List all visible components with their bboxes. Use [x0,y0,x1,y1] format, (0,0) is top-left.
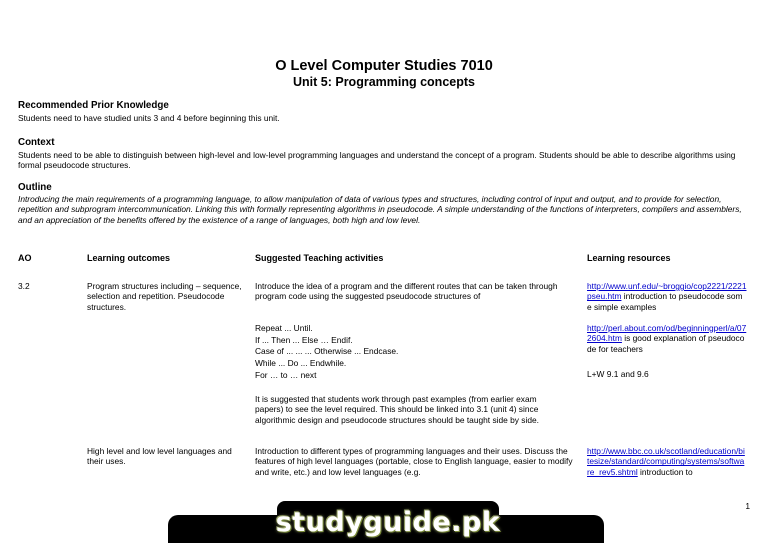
row2-resource-text: introduction to [637,466,693,477]
prior-knowledge-text: Students need to have studied units 3 and 4 before beginning this unit. [18,113,280,123]
row1-outcome: Program structures including – sequence, selection and repetition. Pseudocode structures. [87,281,242,312]
row2-outcome: High level and low level languages and their uses. [87,446,232,467]
header-teaching-activities: Suggested Teaching activities [255,253,384,263]
row1-ao: 3.2 [18,281,30,291]
logo-text: studyguide.pk [275,506,501,538]
header-learning-outcomes: Learning outcomes [87,253,171,263]
resource-1-link[interactable]: http://www.unf.edu/~broggio/cop2221/2221pseu.htm [587,281,747,302]
page-number: 1 [745,501,750,511]
header-learning-resources: Learning resources [587,253,671,263]
structure-item: Case of ... ... ... Otherwise ... Endcase. [255,346,399,357]
resource-1-text: introduction to pseudocode some simple examples [587,291,743,312]
structure-item: For … to … next [255,369,317,380]
page-title: O Level Computer Studies 7010 [275,58,493,74]
resource-2-link[interactable]: http://perl.about.com/od/beginningperl/a/072604.htm [587,323,747,344]
outline-text: Introducing the main requirements of a programming language, to allow manipulation of data of various types and structures, including control of input and output, and to provide for selection, repetition and subprogram intercommunication. Linking this with formally representing algorithms in pseudocode. A simple understanding of the functions of interpreters, compilers and assemblers, and an appreciation of the benefits offered by the existence of a range of languages, both high and low level. [18,194,742,225]
resource-1 [587,281,747,312]
row2-activity: Introduction to different types of programming languages and their uses. Discuss the features of high level languages (portable, close to English language, easier to modify and write, etc.) and low level languages (e.g. [255,446,573,477]
studyguide-logo [277,501,499,543]
prior-knowledge-heading: Recommended Prior Knowledge [18,100,169,111]
context-text: Students need to be able to distinguish between high-level and low-level programming languages and understand the concept of a program. Students should be able to describe algorithms using formal pseudocode structures. [18,150,736,171]
row1-activity-note: It is suggested that students work through past examples (from earlier exam papers) to see the level required. This should be linked into 3.1 (unit 4) since algorithmic design and pseudocode structures should be taught side by side. [255,394,539,425]
row2-resource-link[interactable]: http://www.bbc.co.uk/scotland/education/bitesize/standard/computing/systems/software_rev5.shtml [587,446,745,477]
structure-item: While ... Do ... Endwhile. [255,358,347,369]
page-subtitle: Unit 5: Programming concepts [293,75,475,89]
row1-activity-intro: Introduce the idea of a program and the different routes that can be taken through program code using the suggested pseudocode structures of [255,281,558,302]
row2-resource [587,446,747,477]
outline-heading: Outline [18,182,52,193]
pseudocode-structures-list [255,323,577,382]
resource-2-text: is good explanation of pseudocode for teachers [587,333,745,354]
structure-item: If ... Then ... Else … Endif. [255,334,353,345]
resource-3: L+W 9.1 and 9.6 [587,369,649,379]
context-heading: Context [18,137,55,148]
header-ao: AO [18,253,32,263]
structure-item: Repeat ... Until. [255,323,313,333]
resource-2 [587,323,747,354]
